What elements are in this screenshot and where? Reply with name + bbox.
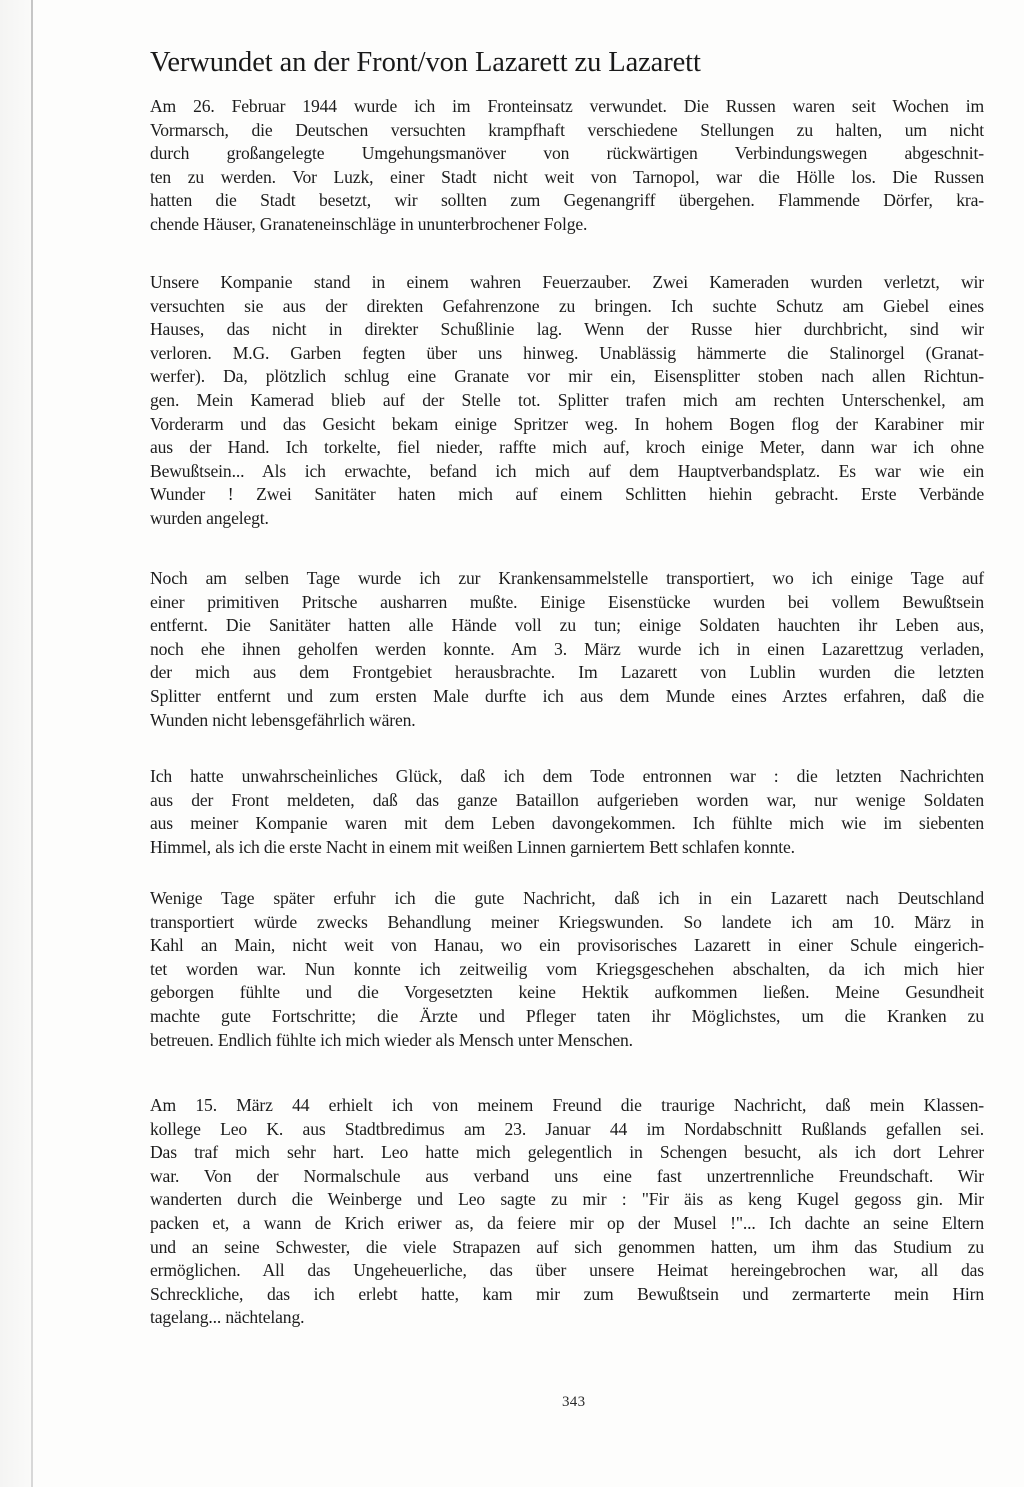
paragraph: [150, 567, 984, 732]
text-line: noch ehe ihnen geholfen werden konnte. Am 3. März wurde ich in einen Lazarettzug verladen,: [150, 638, 984, 659]
text-line: Splitter entfernt und zum ersten Male durfte ich aus dem Munde eines Arztes erfahren, daß die: [150, 685, 984, 706]
text-line: Wunder ! Zwei Sanitäter haten mich auf einem Schlitten hiehin gebracht. Erste Verbände: [150, 484, 984, 505]
text-line: transportiert würde zwecks Behandlung meiner Kriegswunden. So landete ich am 10. März in: [150, 911, 984, 932]
text-line: Hauses, das nicht in direkter Schußlinie lag. Wenn der Russe hier durchbricht, sind wir: [150, 319, 984, 340]
text-line: chende Häuser, Granateneinschläge in ununterbrochener Folge.: [150, 213, 588, 234]
text-line: Am 26. Februar 1944 wurde ich im Fronteinsatz verwundet. Die Russen waren seit Wochen im: [150, 96, 984, 116]
text-line: Bewußtsein... Als ich erwachte, befand ich mich auf dem Hauptverbandsplatz. Es war wie ein: [150, 460, 984, 481]
text-line: Kahl an Main, nicht weit von Hanau, wo ein provisorisches Lazarett in einer Schule eingerich-: [150, 935, 984, 956]
text-line: Himmel, als ich die erste Nacht in einem mit weißen Linnen garniertem Bett schlafen konnte.: [150, 836, 795, 857]
text-line: packen et, a wann de Krich eriwer as, da feiere mir op der Musel !"... Ich dachte an seine Eltern: [150, 1212, 984, 1233]
text-line: entfernt. Die Sanitäter hatten alle Hände voll zu tun; einige Soldaten hauchten ihr Leben aus,: [150, 615, 984, 636]
text-line: verloren. M.G. Garben fegten über uns hinweg. Unablässig hämmerte die Stalinorgel (Granat-: [150, 342, 984, 363]
text-line: Am 15. März 44 erhielt ich von meinem Freund die traurige Nachricht, daß mein Klassen-: [150, 1095, 984, 1115]
text-line: aus der Front meldeten, daß das ganze Bataillon aufgerieben worden war, nur wenige Soldaten: [150, 789, 984, 810]
text-line: betreuen. Endlich fühlte ich mich wieder als Mensch unter Menschen.: [150, 1029, 633, 1050]
text-line: einer primitiven Pritsche ausharren mußte. Einige Eisenstücke wurden bei vollem Bewußtsein: [150, 591, 984, 612]
text-line: Vormarsch, die Deutschen versuchten krampfhaft verschiedene Stellungen zu halten, um nicht: [150, 119, 984, 140]
paragraph: [150, 887, 984, 1052]
text-line: aus meiner Kompanie waren mit dem Leben davongekommen. Ich fühlte mich wie im siebenten: [150, 813, 984, 834]
paragraph: [150, 95, 984, 237]
text-line: wurden angelegt.: [150, 507, 269, 528]
text-line: versuchten sie aus der direkten Gefahrenzone zu bringen. Ich suchte Schutz am Giebel eines: [150, 295, 984, 316]
paragraph: [150, 271, 984, 531]
text-line: machte gute Fortschritte; die Ärzte und Pfleger taten ihr Möglichstes, um die Kranken zu: [150, 1005, 984, 1026]
text-line: tet worden war. Nun konnte ich zeitweilig vom Kriegsgeschehen abschalten, da ich mich hier: [150, 958, 984, 979]
paragraph: [150, 1094, 984, 1330]
text-line: Wenige Tage später erfuhr ich die gute Nachricht, daß ich in ein Lazarett nach Deutschland: [150, 888, 984, 908]
text-line: kollege Leo K. aus Stadtbredimus am 23. Januar 44 im Nordabschnitt Rußlands gefallen sei.: [150, 1118, 984, 1139]
page-number: 343: [562, 1394, 586, 1410]
text-line: war. Von der Normalschule aus verband uns eine fast unzertrennliche Freundschaft. Wir: [150, 1165, 984, 1186]
text-line: ten zu werden. Vor Luzk, einer Stadt nicht weit von Tarnopol, war die Hölle los. Die Russen: [150, 166, 984, 187]
text-line: durch großangelegte Umgehungsmanöver von rückwärtigen Verbindungswegen abgeschnit-: [150, 143, 984, 164]
text-line: Vorderarm und das Gesicht bekam einige Spritzer weg. In hohem Bogen flog der Karabiner mir: [150, 413, 984, 434]
text-line: und an seine Schwester, die viele Strapazen auf sich genommen hatten, um ihm das Studium zu: [150, 1236, 984, 1257]
chapter-title: Verwundet an der Front/von Lazarett zu Lazarett: [150, 47, 701, 78]
paragraph: [150, 765, 984, 859]
text-line: tagelang... nächtelang.: [150, 1307, 305, 1328]
page-binding-shadow: [0, 0, 32, 1487]
text-line: Wunden nicht lebensgefährlich wären.: [150, 709, 416, 730]
text-line: Noch am selben Tage wurde ich zur Krankensammelstelle transportiert, wo ich einige Tage auf: [150, 568, 984, 588]
text-line: Unsere Kompanie stand in einem wahren Feuerzauber. Zwei Kameraden wurden verletzt, wir: [150, 272, 984, 292]
text-line: Ich hatte unwahrscheinliches Glück, daß ich dem Tode entronnen war : die letzten Nachrichten: [150, 766, 984, 786]
page-binding-edge: [31, 0, 33, 1487]
text-line: hatten die Stadt besetzt, wir sollten zum Gegenangriff übergehen. Flammende Dörfer, kra-: [150, 190, 984, 211]
text-line: gen. Mein Kamerad blieb auf der Stelle tot. Splitter trafen mich am rechten Unterschenkel, am: [150, 389, 984, 410]
text-line: wanderten durch die Weinberge und Leo sagte zu mir : "Fir äis as keng Kugel gegoss gin. Mir: [150, 1189, 984, 1210]
text-line: werfer). Da, plötzlich schlug eine Granate vor mir ein, Eisensplitter stoben nach allen Richtun-: [150, 366, 984, 387]
text-line: Das traf mich sehr hart. Leo hatte mich gelegentlich in Schengen besucht, als ich dort Lehrer: [150, 1142, 984, 1163]
text-line: geborgen fühlte und die Vorgesetzten keine Hektik aufkommen ließen. Meine Gesundheit: [150, 982, 984, 1003]
text-line: Schreckliche, das ich erlebt hatte, kam mir zum Bewußtsein und zermarterte mein Hirn: [150, 1283, 984, 1304]
text-line: aus der Hand. Ich torkelte, fiel nieder, raffte mich auf, kroch einige Meter, dann war ich ohne: [150, 437, 984, 458]
text-line: der mich aus dem Frontgebiet herausbrachte. Im Lazarett von Lublin wurden die letzten: [150, 662, 984, 683]
text-line: ermöglichen. All das Ungeheuerliche, das über unsere Heimat hereingebrochen war, all das: [150, 1260, 984, 1281]
